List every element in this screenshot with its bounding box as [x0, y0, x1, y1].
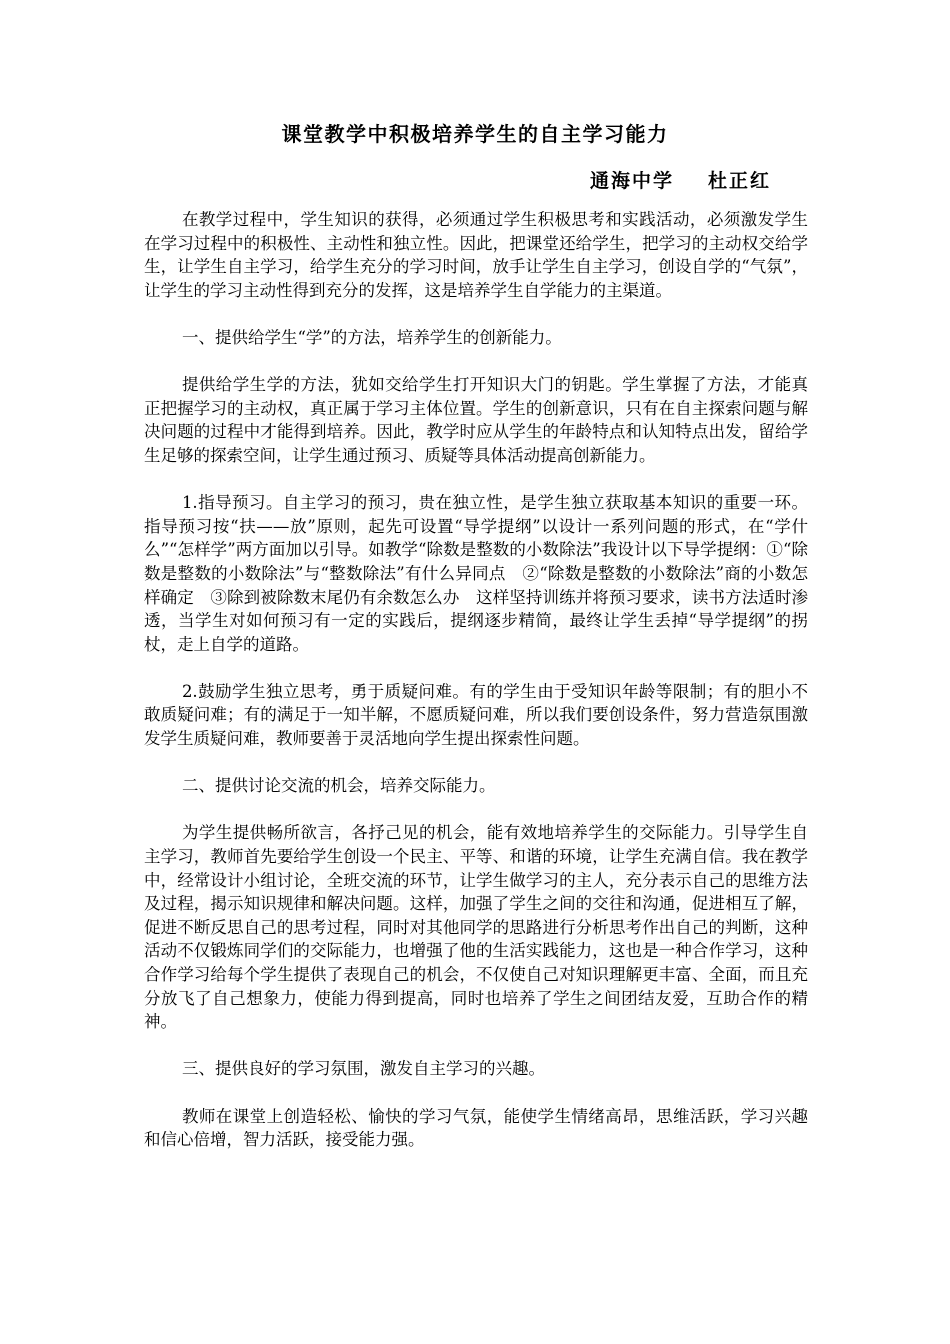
author-line — [590, 166, 771, 193]
body-paragraph: 2.鼓励学生独立思考，勇于质疑问难。有的学生由于受知识年龄等限制；有的胆小不敢质疑问难；有的满足于一知半解，不愿质疑问难，所以我们要创设条件，努力营造氛围激发学生质疑问难，教师要善于灵活地向学生提出探索性问题。 — [144, 681, 808, 749]
body-paragraph: 教师在课堂上创造轻松、愉快的学习气氛，能使学生情绪高昂，思维活跃，学习兴趣和信心倍增，智力活跃，接受能力强。 — [144, 1106, 808, 1150]
intro-paragraph: 在教学过程中，学生知识的获得，必须通过学生积极思考和实践活动，必须激发学生在学习过程中的积极性、主动性和独立性。因此，把课堂还给学生，把学习的主动权交给学生，让学生自主学习，给学生充分的学习时间，放手让学生自主学习，创设自学的“气氛”，让学生的学习主动性得到充分的发挥，这是培养学生自学能力的主渠道。 — [144, 210, 808, 300]
section-heading-1: 一、提供给学生“学”的方法，培养学生的创新能力。 — [181, 327, 562, 347]
body-paragraph: 提供给学生学的方法，犹如交给学生打开知识大门的钥匙。学生掌握了方法，才能真正把握学习的主动权，真正属于学习主体位置。学生的创新意识，只有在自主探索问题与解决问题的过程中才能得到培养。因此，教学时应从学生的年龄特点和认知特点出发，留给学生足够的探索空间，让学生通过预习、质疑等具体活动提高创新能力。 — [144, 375, 808, 465]
section-heading-2: 二、提供讨论交流的机会，培养交际能力。 — [181, 776, 496, 796]
body-paragraph: 1.指导预习。自主学习的预习，贵在独立性，是学生独立获取基本知识的重要一环。指导预习按“扶——放”原则，起先可设置“导学提纲”以设计一系列问题的形式，在“学什么”“怎样学”两方面加以引导。如教学“除数是整数的小数除法”我设计以下导学提纲：①“除数是整数的小数除法”与“整数除法”有什么异同点 ②“除数是整数的小数除法”商的小数怎样确定 ③除到被除数末尾仍有余数怎么办 这样坚持训练并将预习要求，读书方法适时渗透，当学生对如何预习有一定的实践后，提纲逐步精简，最终让学生丢掉“导学提纲”的拐杖，走上自学的道路。 — [144, 493, 808, 654]
section-heading-3: 三、提供良好的学习氛围，激发自主学习的兴趣。 — [181, 1059, 545, 1079]
author-school: 通海中学 — [590, 170, 675, 192]
document-title: 课堂教学中积极培养学生的自主学习能力 — [281, 122, 669, 146]
author-name: 杜正红 — [708, 170, 772, 192]
document-body — [144, 208, 808, 1175]
body-paragraph: 为学生提供畅所欲言，各抒己见的机会，能有效地培养学生的交际能力。引导学生自主学习，教师首先要给学生创设一个民主、平等、和谐的环境，让学生充满自信。我在教学中，经常设计小组讨论，全班交流的环节，让学生做学习的主人，充分表示自己的思维方法及过程，揭示知识规律和解决问题。这样，加强了学生之间的交往和沟通，促进相互了解，促进不断反思自己的思考过程，同时对其他同学的思路进行分析思考作出自己的判断，这种活动不仅锻炼同学们的交际能力，也增强了他的生活实践能力，这也是一种合作学习，这种合作学习给每个学生提供了表现自己的机会，不仅使自己对知识理解更丰富、全面，而且充分放飞了自己想象力，使能力得到提高，同时也培养了学生之间团结友爱，互助合作的精神。 — [144, 823, 808, 1032]
